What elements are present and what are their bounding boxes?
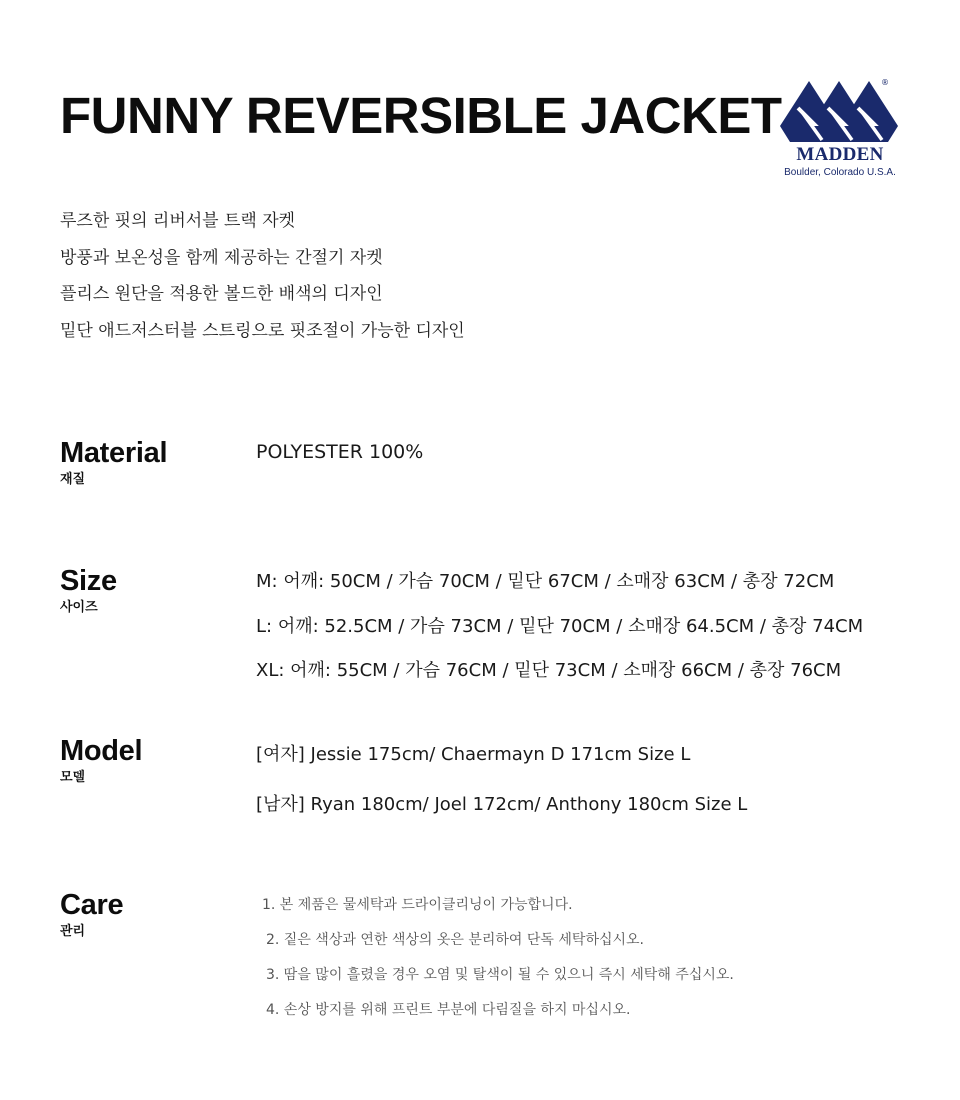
size-row: L: 어깨: 52.5CM / 가슴 73CM / 밑단 70CM / 소매장 64.5CM / 총장 74CM bbox=[256, 615, 864, 637]
madden-logo bbox=[778, 78, 902, 182]
description-line: 플리스 원단을 적용한 볼드한 배색의 디자인 bbox=[60, 284, 383, 304]
size-table bbox=[256, 560, 863, 694]
size-row: XL: 어깨: 55CM / 가슴 76CM / 밑단 73CM / 소매장 66CM / 총장 76CM bbox=[256, 660, 842, 681]
brand-location: Boulder, Colorado U.S.A. bbox=[784, 167, 896, 178]
model-row: [여자] Jessie 175cm/ Chaermayn D 171cm Size L bbox=[256, 744, 691, 765]
material-text: POLYESTER 100% bbox=[256, 441, 424, 463]
size-row: M: 어깨: 50CM / 가슴 70CM / 밑단 67CM / 소매장 63CM / 총장 72CM bbox=[256, 571, 835, 592]
description-line: 루즈한 핏의 리버서블 트랙 자켓 bbox=[60, 211, 296, 231]
material-value bbox=[256, 437, 423, 467]
model-info bbox=[256, 730, 747, 830]
material-label-en: Material bbox=[60, 437, 168, 469]
care-label bbox=[60, 888, 123, 941]
care-item: 1. 본 제품은 물세탁과 드라이클리닝이 가능합니다. bbox=[262, 897, 573, 913]
registered-mark: ® bbox=[881, 78, 889, 87]
model-label-ko: 모델 bbox=[60, 770, 86, 785]
size-label bbox=[60, 564, 117, 617]
care-label-ko: 관리 bbox=[60, 924, 86, 939]
brand-name: MADDEN bbox=[796, 144, 884, 165]
product-description bbox=[60, 203, 465, 349]
description-line: 밑단 애드저스터블 스트링으로 핏조절이 가능한 디자인 bbox=[60, 320, 465, 341]
care-instructions bbox=[262, 888, 734, 1028]
mountain-logo-icon bbox=[778, 78, 902, 144]
model-label bbox=[60, 734, 142, 787]
description-line: 방풍과 보온성을 함께 제공하는 간절기 자켓 bbox=[60, 247, 383, 268]
product-title: FUNNY REVERSIBLE JACKET bbox=[60, 87, 782, 144]
size-label-ko: 사이즈 bbox=[60, 600, 98, 615]
care-item: 3. 땀을 많이 흘렸을 경우 오염 및 탈색이 될 수 있으니 즉시 세탁해 주십시오. bbox=[266, 967, 734, 983]
material-label bbox=[60, 436, 167, 489]
material-label-ko: 재질 bbox=[60, 472, 86, 487]
care-item: 4. 손상 방지를 위해 프린트 부분에 다림질을 하지 마십시오. bbox=[266, 1002, 631, 1018]
care-item: 2. 짙은 색상과 연한 색상의 옷은 분리하여 단독 세탁하십시오. bbox=[266, 932, 644, 948]
model-row: [남자] Ryan 180cm/ Joel 172cm/ Anthony 180cm Size L bbox=[256, 794, 748, 815]
model-label-en: Model bbox=[60, 735, 143, 767]
care-label-en: Care bbox=[60, 889, 124, 921]
size-label-en: Size bbox=[60, 565, 117, 597]
